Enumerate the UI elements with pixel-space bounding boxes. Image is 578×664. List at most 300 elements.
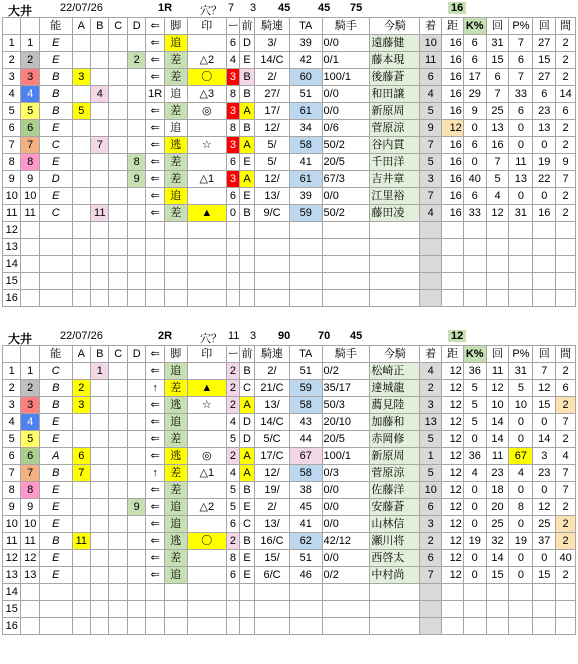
distance-badge: 16 bbox=[448, 2, 466, 14]
cell-kai: 25 bbox=[486, 103, 509, 120]
cell-dash: 6 bbox=[226, 516, 239, 533]
cell-mark-b bbox=[91, 256, 109, 273]
cell-mark-d bbox=[127, 516, 145, 533]
cell-k-pct bbox=[463, 256, 486, 273]
cell-horse-no: 8 bbox=[21, 154, 39, 171]
cell-jockey: 0/0 bbox=[322, 35, 370, 52]
cell-front: D bbox=[239, 414, 254, 431]
table-row bbox=[3, 397, 576, 414]
cell-distance: 12 bbox=[442, 499, 464, 516]
cell-interval: 2 bbox=[556, 363, 576, 380]
cell-symbol bbox=[187, 601, 226, 618]
cell-symbol bbox=[187, 290, 226, 307]
cell-mark-b bbox=[91, 550, 109, 567]
cell-ta: 45 bbox=[289, 499, 322, 516]
col-header-finish: 着 bbox=[420, 346, 442, 363]
cell-mark-b bbox=[91, 431, 109, 448]
cell-dash: 5 bbox=[226, 431, 239, 448]
cell-interval bbox=[556, 273, 576, 290]
cell-interval: 9 bbox=[556, 154, 576, 171]
cell-mark-b bbox=[91, 414, 109, 431]
cell-finish: 10 bbox=[420, 35, 442, 52]
cell-dash: 6 bbox=[226, 188, 239, 205]
cell-kai2: 19 bbox=[533, 154, 556, 171]
cell-k-pct bbox=[463, 618, 486, 635]
cell-mark-b bbox=[91, 397, 109, 414]
cell-jockey: 0/2 bbox=[322, 363, 370, 380]
cell-distance: 12 bbox=[442, 550, 464, 567]
col-header-mark-d: D bbox=[127, 346, 145, 363]
cell-style: 追 bbox=[164, 414, 187, 431]
table-row bbox=[3, 205, 576, 222]
cell-jockey bbox=[322, 273, 370, 290]
cell-kai: 15 bbox=[486, 52, 509, 69]
cell-dash bbox=[226, 273, 239, 290]
cell-finish bbox=[420, 618, 442, 635]
cell-mark-d bbox=[127, 120, 145, 137]
cell-jockey-combo bbox=[255, 584, 290, 601]
cell-front bbox=[239, 239, 254, 256]
cell-kai2: 15 bbox=[533, 397, 556, 414]
cell-jockey-combo bbox=[255, 222, 290, 239]
cell-interval: 4 bbox=[556, 448, 576, 465]
cell-symbol bbox=[187, 363, 226, 380]
cell-current-jockey: 遠藤健 bbox=[370, 35, 420, 52]
cell-ta: 51 bbox=[289, 363, 322, 380]
cell-mark-d bbox=[127, 482, 145, 499]
cell-ability: C bbox=[39, 137, 72, 154]
cell-p-pct: 67 bbox=[509, 448, 533, 465]
table-row bbox=[3, 499, 576, 516]
cell-mark-d bbox=[127, 256, 145, 273]
cell-k-pct: 9 bbox=[463, 103, 486, 120]
cell-row-no: 15 bbox=[3, 601, 21, 618]
cell-ta: 51 bbox=[289, 86, 322, 103]
cell-ability: B bbox=[39, 465, 72, 482]
cell-row-no: 6 bbox=[3, 120, 21, 137]
cell-mark-c bbox=[109, 380, 127, 397]
cell-p-pct: 0 bbox=[509, 120, 533, 137]
cell-current-jockey: 加藤和 bbox=[370, 414, 420, 431]
cell-ta: 38 bbox=[289, 482, 322, 499]
cell-mark-b bbox=[91, 448, 109, 465]
cell-mark-c bbox=[109, 550, 127, 567]
cell-mark-c bbox=[109, 273, 127, 290]
cell-row-no: 4 bbox=[3, 86, 21, 103]
table-row bbox=[3, 239, 576, 256]
cell-p-pct: 31 bbox=[509, 363, 533, 380]
cell-mark-b bbox=[91, 499, 109, 516]
cell-jockey-combo: 2/ bbox=[255, 69, 290, 86]
cell-current-jockey: 藤本現 bbox=[370, 52, 420, 69]
cell-symbol: ◎ bbox=[187, 103, 226, 120]
cell-kai: 10 bbox=[486, 397, 509, 414]
cell-current-jockey bbox=[370, 290, 420, 307]
cell-horse-no: 4 bbox=[21, 414, 39, 431]
cell-distance: 16 bbox=[442, 69, 464, 86]
cell-dash bbox=[226, 239, 239, 256]
cell-mark-a: 6 bbox=[72, 448, 90, 465]
cell-style: 逃 bbox=[164, 448, 187, 465]
cell-jockey-combo: 15/ bbox=[255, 550, 290, 567]
cell-mark-c bbox=[109, 120, 127, 137]
cell-k-pct: 0 bbox=[463, 482, 486, 499]
cell-jockey-combo: 2/ bbox=[255, 499, 290, 516]
cell-front: A bbox=[239, 397, 254, 414]
cell-mark-d bbox=[127, 35, 145, 52]
cell-p-pct bbox=[509, 256, 533, 273]
cell-jockey: 42/12 bbox=[322, 533, 370, 550]
cell-mark-a: 5 bbox=[72, 103, 90, 120]
cell-kai: 11 bbox=[486, 448, 509, 465]
table-row bbox=[3, 171, 576, 188]
table-row bbox=[3, 550, 576, 567]
cell-row-no: 12 bbox=[3, 550, 21, 567]
cell-mark-d bbox=[127, 448, 145, 465]
cell-jockey-combo: 9/C bbox=[255, 205, 290, 222]
cell-k-pct: 5 bbox=[463, 397, 486, 414]
cell-mark-d bbox=[127, 380, 145, 397]
cell-jockey: 0/0 bbox=[322, 516, 370, 533]
cell-horse-no: 6 bbox=[21, 120, 39, 137]
cell-distance: 12 bbox=[442, 465, 464, 482]
cell-mark-c bbox=[109, 567, 127, 584]
cell-mark-a bbox=[72, 154, 90, 171]
cell-kai bbox=[486, 239, 509, 256]
cell-horse-no: 5 bbox=[21, 431, 39, 448]
col-header-front: 前 bbox=[239, 346, 254, 363]
header-row bbox=[3, 18, 576, 35]
cell-row-no: 7 bbox=[3, 465, 21, 482]
cell-jockey: 0/2 bbox=[322, 567, 370, 584]
cell-ta: 39 bbox=[289, 35, 322, 52]
cell-front: E bbox=[239, 499, 254, 516]
cell-jockey-combo: 12/ bbox=[255, 465, 290, 482]
cell-mark-b: 7 bbox=[91, 137, 109, 154]
cell-finish: 5 bbox=[420, 103, 442, 120]
cell-dash: 3 bbox=[226, 103, 239, 120]
cell-interval: 2 bbox=[556, 431, 576, 448]
col-header-mark-c: C bbox=[109, 18, 127, 35]
cell-mark-a bbox=[72, 137, 90, 154]
cell-distance bbox=[442, 601, 464, 618]
cell-front: B bbox=[239, 363, 254, 380]
cell-row-no: 13 bbox=[3, 567, 21, 584]
cell-front: B bbox=[239, 86, 254, 103]
cell-ta: 58 bbox=[289, 137, 322, 154]
cell-distance bbox=[442, 290, 464, 307]
cell-front: E bbox=[239, 550, 254, 567]
cell-arrow: ↑ bbox=[146, 465, 164, 482]
cell-symbol bbox=[187, 550, 226, 567]
cell-k-pct: 5 bbox=[463, 380, 486, 397]
col-header-front: 前 bbox=[239, 18, 254, 35]
cell-kai2: 14 bbox=[533, 431, 556, 448]
cell-jockey-combo: 21/C bbox=[255, 380, 290, 397]
cell-k-pct: 4 bbox=[463, 465, 486, 482]
cell-k-pct bbox=[463, 601, 486, 618]
race-2-table bbox=[2, 345, 576, 635]
cell-distance: 12 bbox=[442, 431, 464, 448]
col-header-mark-d: D bbox=[127, 18, 145, 35]
race-1-header bbox=[0, 0, 578, 17]
cell-arrow: ⇐ bbox=[146, 397, 164, 414]
cell-horse-no: 13 bbox=[21, 567, 39, 584]
col-header-dash: ー bbox=[226, 18, 239, 35]
cell-mark-a bbox=[72, 414, 90, 431]
cell-finish: 4 bbox=[420, 205, 442, 222]
cell-front: B bbox=[239, 482, 254, 499]
cell-mark-a bbox=[72, 52, 90, 69]
cell-kai2: 12 bbox=[533, 499, 556, 516]
cell-mark-b: 4 bbox=[91, 86, 109, 103]
cell-mark-a bbox=[72, 618, 90, 635]
cell-kai2 bbox=[533, 618, 556, 635]
cell-k-pct: 17 bbox=[463, 69, 486, 86]
cell-kai: 14 bbox=[486, 550, 509, 567]
col-header-distance: 距 bbox=[442, 18, 464, 35]
cell-front: E bbox=[239, 188, 254, 205]
cell-dash: 3 bbox=[226, 171, 239, 188]
cell-horse-no: 10 bbox=[21, 516, 39, 533]
cell-kai: 31 bbox=[486, 35, 509, 52]
cell-ability: E bbox=[39, 431, 72, 448]
cell-mark-d bbox=[127, 465, 145, 482]
cell-front: C bbox=[239, 516, 254, 533]
cell-interval: 6 bbox=[556, 103, 576, 120]
cell-mark-d bbox=[127, 290, 145, 307]
cell-jockey bbox=[322, 584, 370, 601]
cell-mark-c bbox=[109, 188, 127, 205]
cell-current-jockey: 吉井章 bbox=[370, 171, 420, 188]
cell-symbol: ▲ bbox=[187, 205, 226, 222]
corner-cell bbox=[3, 346, 21, 363]
cell-jockey bbox=[322, 618, 370, 635]
table-row bbox=[3, 154, 576, 171]
cell-jockey-combo: 3/ bbox=[255, 35, 290, 52]
cell-style: 差 bbox=[164, 482, 187, 499]
cell-p-pct: 0 bbox=[509, 567, 533, 584]
cell-mark-c bbox=[109, 516, 127, 533]
cell-style: 差 bbox=[164, 171, 187, 188]
cell-row-no: 13 bbox=[3, 239, 21, 256]
cell-jockey-combo: 13/ bbox=[255, 188, 290, 205]
cell-interval: 14 bbox=[556, 86, 576, 103]
table-row bbox=[3, 103, 576, 120]
cell-k-pct: 6 bbox=[463, 188, 486, 205]
cell-horse-no: 12 bbox=[21, 550, 39, 567]
cell-front bbox=[239, 601, 254, 618]
cell-interval: 2 bbox=[556, 52, 576, 69]
cell-front bbox=[239, 273, 254, 290]
cell-arrow bbox=[146, 584, 164, 601]
cell-current-jockey bbox=[370, 584, 420, 601]
cell-mark-a: 11 bbox=[72, 533, 90, 550]
cell-mark-d bbox=[127, 601, 145, 618]
cell-k-pct: 19 bbox=[463, 533, 486, 550]
cell-ability: B bbox=[39, 533, 72, 550]
table-row bbox=[3, 69, 576, 86]
cell-interval bbox=[556, 222, 576, 239]
cell-finish: 4 bbox=[420, 86, 442, 103]
cell-distance: 16 bbox=[442, 86, 464, 103]
cell-row-no: 8 bbox=[3, 482, 21, 499]
cell-ability: E bbox=[39, 414, 72, 431]
header-n1: 7 bbox=[228, 2, 235, 14]
cell-current-jockey bbox=[370, 222, 420, 239]
cell-finish bbox=[420, 290, 442, 307]
cell-front: A bbox=[239, 465, 254, 482]
cell-front: C bbox=[239, 380, 254, 397]
cell-horse-no bbox=[21, 222, 39, 239]
cell-arrow: ⇐ bbox=[146, 103, 164, 120]
cell-jockey-combo: 12/ bbox=[255, 171, 290, 188]
cell-mark-d bbox=[127, 69, 145, 86]
cell-mark-a: 2 bbox=[72, 380, 90, 397]
table-row bbox=[3, 567, 576, 584]
cell-horse-no: 9 bbox=[21, 171, 39, 188]
cell-mark-b bbox=[91, 380, 109, 397]
cell-k-pct bbox=[463, 222, 486, 239]
cell-ta: 39 bbox=[289, 188, 322, 205]
cell-front: B bbox=[239, 533, 254, 550]
cell-distance: 16 bbox=[442, 154, 464, 171]
cell-p-pct: 10 bbox=[509, 397, 533, 414]
cell-kai: 32 bbox=[486, 533, 509, 550]
cell-style: 追 bbox=[164, 35, 187, 52]
cell-kai bbox=[486, 618, 509, 635]
cell-dash: 2 bbox=[226, 448, 239, 465]
cell-mark-a bbox=[72, 431, 90, 448]
cell-ability: B bbox=[39, 380, 72, 397]
cell-mark-a bbox=[72, 482, 90, 499]
cell-horse-no: 11 bbox=[21, 205, 39, 222]
cell-mark-c bbox=[109, 533, 127, 550]
cell-kai: 12 bbox=[486, 380, 509, 397]
cell-mark-d bbox=[127, 363, 145, 380]
cell-distance bbox=[442, 273, 464, 290]
cell-current-jockey: 安藤蒼 bbox=[370, 499, 420, 516]
cell-mark-a: 7 bbox=[72, 465, 90, 482]
cell-row-no: 5 bbox=[3, 103, 21, 120]
cell-finish: 2 bbox=[420, 533, 442, 550]
cell-kai bbox=[486, 273, 509, 290]
cell-interval: 2 bbox=[556, 188, 576, 205]
cell-jockey: 100/1 bbox=[322, 69, 370, 86]
cell-front: A bbox=[239, 137, 254, 154]
cell-mark-a bbox=[72, 567, 90, 584]
col-header-current-jockey: 今騎 bbox=[370, 346, 420, 363]
cell-mark-a bbox=[72, 205, 90, 222]
cell-mark-b bbox=[91, 567, 109, 584]
cell-arrow bbox=[146, 290, 164, 307]
cell-ability: E bbox=[39, 499, 72, 516]
cell-interval: 2 bbox=[556, 397, 576, 414]
cell-mark-c bbox=[109, 414, 127, 431]
cell-horse-no: 5 bbox=[21, 103, 39, 120]
col-header-arrow: ⇐ bbox=[146, 346, 164, 363]
cell-jockey: 50/2 bbox=[322, 137, 370, 154]
cell-p-pct: 0 bbox=[509, 550, 533, 567]
cell-horse-no bbox=[21, 273, 39, 290]
col-header-k-pct: K% bbox=[463, 346, 486, 363]
cell-interval: 2 bbox=[556, 137, 576, 154]
ana-label: 穴？ bbox=[200, 333, 222, 345]
table-row bbox=[3, 188, 576, 205]
cell-dash: 3 bbox=[226, 137, 239, 154]
cell-kai2: 0 bbox=[533, 414, 556, 431]
cell-kai: 23 bbox=[486, 465, 509, 482]
col-header-k-pct: K% bbox=[463, 18, 486, 35]
race-number: 2R bbox=[158, 330, 173, 342]
cell-distance: 12 bbox=[442, 533, 464, 550]
cell-arrow bbox=[146, 273, 164, 290]
cell-mark-a bbox=[72, 86, 90, 103]
table-row bbox=[3, 35, 576, 52]
cell-mark-a: 3 bbox=[72, 397, 90, 414]
cell-row-no: 8 bbox=[3, 154, 21, 171]
cell-style bbox=[164, 618, 187, 635]
cell-finish bbox=[420, 273, 442, 290]
cell-k-pct: 40 bbox=[463, 171, 486, 188]
cell-mark-c bbox=[109, 618, 127, 635]
cell-arrow: ⇐ bbox=[146, 414, 164, 431]
cell-dash bbox=[226, 256, 239, 273]
cell-jockey: 100/1 bbox=[322, 448, 370, 465]
cell-symbol bbox=[187, 239, 226, 256]
cell-style: 差 bbox=[164, 103, 187, 120]
cell-current-jockey bbox=[370, 601, 420, 618]
cell-mark-d bbox=[127, 137, 145, 154]
cell-current-jockey: 菅原涼 bbox=[370, 120, 420, 137]
cell-mark-b bbox=[91, 584, 109, 601]
cell-horse-no: 6 bbox=[21, 448, 39, 465]
cell-ta: 58 bbox=[289, 397, 322, 414]
cell-row-no: 3 bbox=[3, 397, 21, 414]
cell-front: D bbox=[239, 35, 254, 52]
cell-kai: 16 bbox=[486, 137, 509, 154]
cell-ta: 51 bbox=[289, 550, 322, 567]
cell-row-no: 9 bbox=[3, 499, 21, 516]
cell-horse-no bbox=[21, 601, 39, 618]
cell-style: 追 bbox=[164, 120, 187, 137]
col-header-kai: 回 bbox=[486, 346, 509, 363]
cell-jockey: 50/2 bbox=[322, 205, 370, 222]
cell-distance: 16 bbox=[442, 205, 464, 222]
cell-mark-d bbox=[127, 273, 145, 290]
cell-finish: 7 bbox=[420, 137, 442, 154]
ana-label: 穴？ bbox=[200, 5, 222, 17]
cell-current-jockey: 新原周 bbox=[370, 103, 420, 120]
col-header-ability: 能 bbox=[39, 346, 72, 363]
table-row bbox=[3, 533, 576, 550]
cell-distance: 12 bbox=[442, 380, 464, 397]
cell-k-pct: 0 bbox=[463, 431, 486, 448]
cell-style bbox=[164, 273, 187, 290]
cell-jockey: 0/6 bbox=[322, 120, 370, 137]
table-row bbox=[3, 222, 576, 239]
cell-arrow: ⇐ bbox=[146, 533, 164, 550]
table-row bbox=[3, 516, 576, 533]
corner-cell bbox=[21, 346, 39, 363]
cell-kai: 15 bbox=[486, 567, 509, 584]
cell-finish: 13 bbox=[420, 414, 442, 431]
cell-arrow: ⇐ bbox=[146, 567, 164, 584]
cell-symbol bbox=[187, 154, 226, 171]
cell-kai2: 3 bbox=[533, 448, 556, 465]
race-date: 22/07/26 bbox=[60, 330, 103, 342]
cell-mark-c bbox=[109, 103, 127, 120]
